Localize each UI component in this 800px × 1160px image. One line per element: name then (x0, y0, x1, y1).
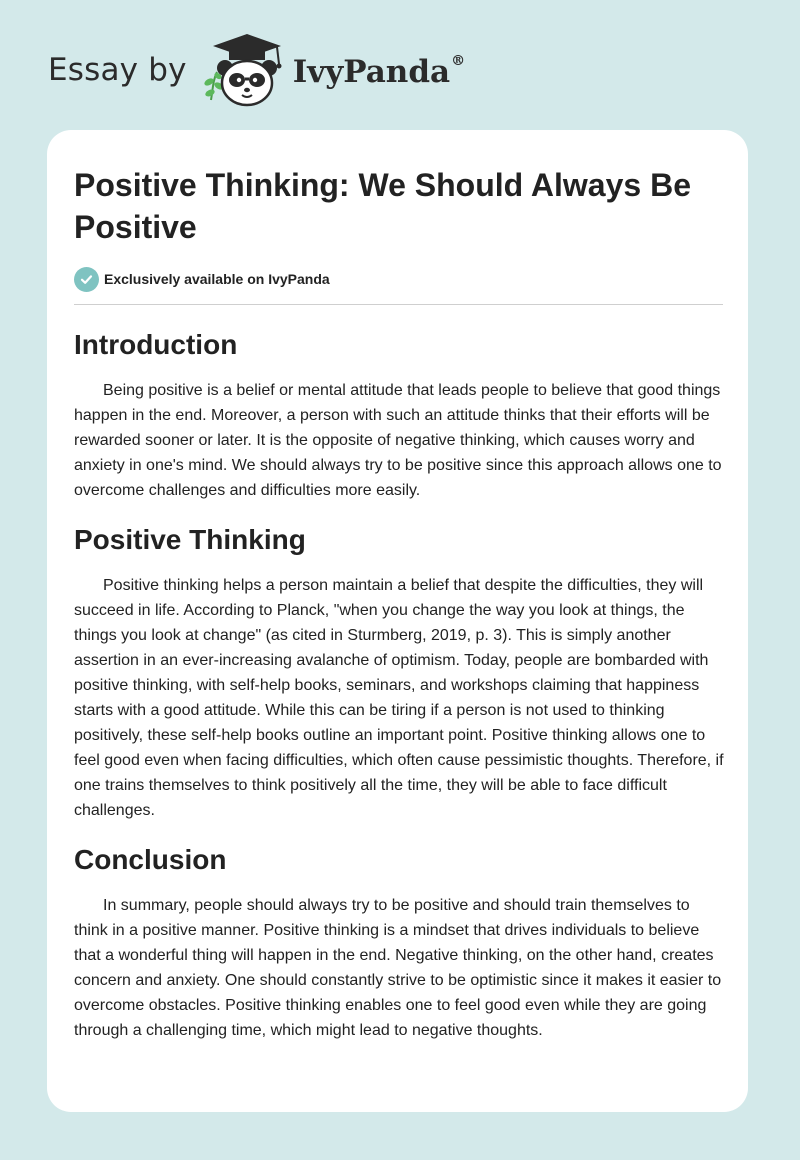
section-paragraph-introduction: Being positive is a belief or mental attitude that leads people to believe that good things happen in the end. Moreover, a person with such an attitude thinks that their efforts will be rewarded sooner or later. It is the opposite of negative thinking, which causes worry and anxiety in one's mind. We should always try to be positive since this approach allows one to overcome challenges and difficulties more easily. (74, 382, 722, 499)
section-paragraph-positive-thinking: Positive thinking helps a person maintain a belief that despite the difficulties, they will succeed in life. According to Planck, "when you change the way you look at things, the things you look at change" (as cited in Sturmberg, 2019, p. 3). This is simply another assertion in an ever-increasing avalanche of optimism. Today, people are bombarded with positive thinking, with self-help books, seminars, and workshops claiming that happiness starts with a good attitude. While this can be tiring if a person is not used to thinking positively, these self-help books outline an important point. Positive thinking allows one to feel good even when facing difficulties, which often cause pessimistic thoughts. Therefore, if one trains themselves to think positively all the time, they will be able to face difficult challenges. (74, 577, 724, 819)
essay-card (47, 130, 748, 1112)
essay-title: Positive Thinking: We Should Always Be Positive (74, 167, 691, 245)
section-paragraph-conclusion: In summary, people should always try to be positive and should train themselves to think in a positive manner. Positive thinking is a mindset that drives individuals to believe that a wonderful thing will happen in the end. Negative thinking, on the other hand, creates concern and anxiety. One should constantly strive to be optimistic since it makes it easier to overcome obstacles. Positive thinking enables one to feel good even while they are going through a challenging time, which might lead to negative thoughts. (74, 897, 722, 1039)
essay-content (74, 164, 724, 1043)
essay-by-label: Essay by (48, 52, 187, 88)
exclusive-label: Exclusively available on IvyPanda (104, 271, 330, 287)
section-heading-introduction: Introduction (74, 329, 238, 360)
brand-name[interactable] (293, 54, 465, 90)
section-heading-positive-thinking: Positive Thinking (74, 524, 306, 555)
check-circle-icon (74, 267, 99, 292)
panda-graduate-logo-icon[interactable] (201, 30, 291, 110)
brand-text: IvyPanda (292, 54, 451, 90)
registered-mark: ® (451, 52, 466, 69)
exclusive-badge (74, 266, 724, 292)
section-heading-conclusion: Conclusion (74, 844, 227, 875)
site-header (48, 30, 465, 110)
title-divider (74, 304, 723, 305)
